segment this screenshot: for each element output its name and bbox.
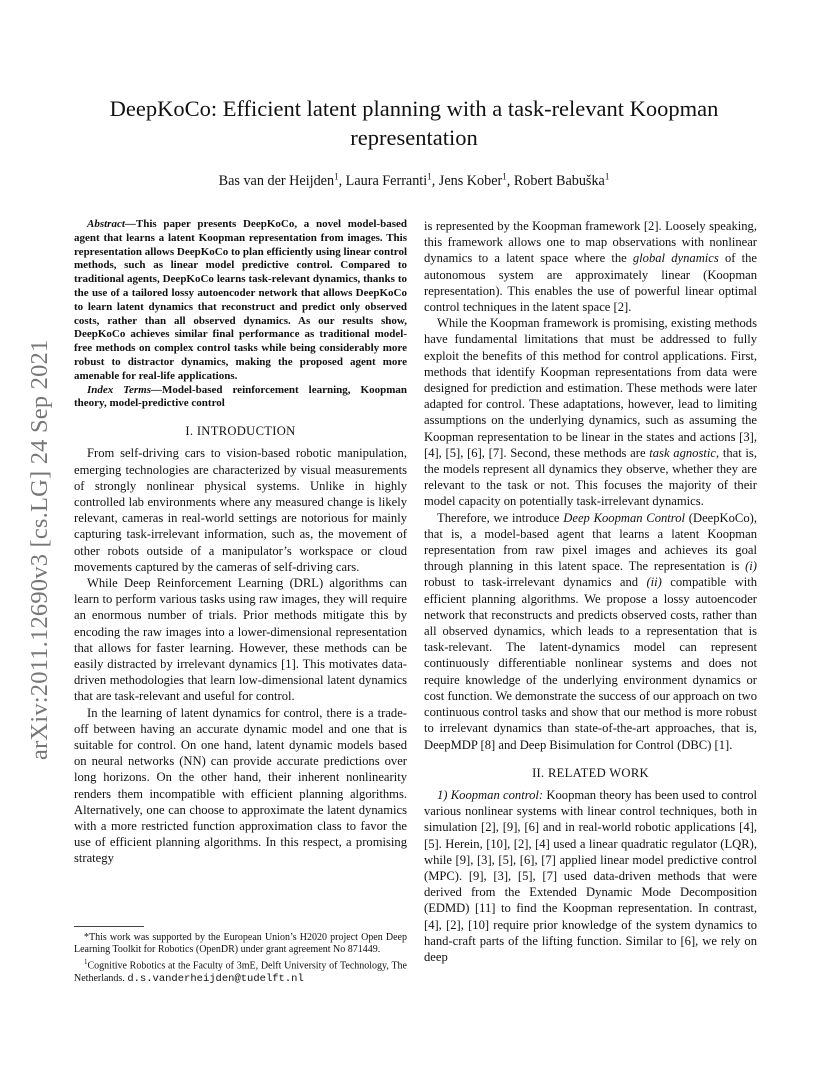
body-paragraph: From self-driving cars to vision-based robotic manipulation, emerging technologies are characterized by visual measurements of strongly nonlinear physical systems. Unlike in highly controlled lab environments where any measured change is likely relevant, cameras in real-world settings are notorious for mainly capturing task-irrelevant information, such as, the movement of other robots outside of a manipulator’s workspace or cloud movements captured by the cameras of self-driving cars. [74, 446, 407, 574]
arxiv-identifier: arXiv:2011.12690v3 [cs.LG] 24 Sep 2021 [26, 339, 53, 760]
text-run: robust to task-irrelevant dynamics and [424, 575, 647, 590]
body-paragraph [424, 787, 757, 965]
footnote-affiliation-text: Cognitive Robotics at the Faculty of 3mE, Delft University of Technology, The Netherlands. [74, 960, 407, 984]
section-heading-introduction: I. INTRODUCTION [185, 424, 296, 439]
author-name: Laura Ferranti [345, 173, 428, 189]
text-run: (DeepKoCo), that is, a model-based agent that learns a latent Koopman representation from raw pixel images and achieves its goal through planning in this latent space. The representation is [424, 510, 757, 574]
left-column [74, 218, 407, 867]
footnote-affiliation [74, 956, 407, 985]
subsection-label: 1) Koopman control: [437, 787, 544, 802]
body-paragraph: In the learning of latent dynamics for control, there is a trade-off between having an accurate dynamic model and one that is suitable for control. On one hand, latent dynamic models based on neural networks (NN) can provide accurate predictions over long horizons. On the other hand, their inherent nonlinearity renders them incompatible with efficient planning algorithms. Alternatively, one can choose to approximate the latent dynamics with a more restricted function approximation class to favor the use of efficient planning algorithms. In this respect, a promising strategy [74, 705, 407, 866]
footnote-divider [74, 926, 144, 927]
text-run: compatible with efficient planning algorithms. We propose a lossy autoencoder network that reconstructs and predicts observed costs, rather than all observed dynamics, which leads to a representation that is task-relevant. The latent-dynamics model can represent continuously differentiable nonlinear systems and does not require knowledge of the underlying environment dynamics or cost function. We demonstrate the success of our approach on two continuous control tasks and show that our method is more robust to irrelevant dynamics than state-of-the-art approaches, that is, DeepMDP [8] and Deep Bisimulation for Control (DBC) [1]. [424, 575, 758, 752]
right-column [424, 218, 757, 965]
abstract-text: This paper presents DeepKoCo, a novel model-based agent that learns a latent Koopman representation from images. This representation allows DeepKoCo to plan efficiently using linear control methods, such as linear model predictive control. Compared to traditional agents, DeepKoCo learns task-relevant dynamics, thanks to the use of a tailored lossy autoencoder network that allows DeepKoCo to learn latent dynamics that reconstruct and predict only observed costs, rather than all observed dynamics. As our results show, DeepKoCo achieves similar final performance as traditional model-free methods on complex control tasks while being considerably more robust to distractor dynamics, making the proposed agent more amenable for real-life applications. [74, 218, 407, 382]
text-run: Koopman theory has been used to control various nonlinear systems with linear control techniques, both in simulation [2], [9], [6] and in real-world robotic applications [4], [5]. Herein, [10], [2], [4] used a linear quadratic regulator (LQR), while [9], [3], [5], [6], [7] applied linear model predictive control (MPC). [9], [3], [5], [7] used data-driven methods that were derived from the Extended Dynamic Mode Decomposition (EDMD) [11] to find the Koopman representation. In contrast, [4], [2], [10] require prior knowledge of the system dynamics to hand-craft parts of the lifting function. Similar to [6], we rely on deep [424, 787, 757, 964]
text-run: is represented by the Koopman framework [2]. Loosely speaking, this framework allows one to map observations with nonlinear dynamics to a latent space where the [424, 219, 757, 266]
text-run: , that is, the models represent all dynamics they observe, whether they are relevant to the task or not. This focuses the majority of their model capacity on potentially task-irrelevant dynamics. [424, 445, 757, 509]
index-terms-text: Model-based reinforcement learning, Koopman theory, model-predictive control [74, 383, 407, 410]
author-affiliation-mark: 1 [427, 171, 432, 182]
section-heading-related-work: II. RELATED WORK [532, 765, 649, 780]
author-name: Jens Kober [438, 173, 503, 189]
emphasis-text: (i) [745, 559, 757, 574]
index-terms [74, 384, 407, 412]
text-run: While the Koopman framework is promising, existing methods have fundamental limitations that must be addressed to fully exploit the benefits of this method for control applications. First, methods that identify Koopman representations from data were designed for prediction and estimation. These methods were later adapted for control. These adaptations, however, lead to limiting assumptions on the underlying dynamics, such as assuming the Koopman representation to be linear in the states and actions [3], [4], [5], [6], [7]. Second, these methods are [424, 316, 757, 460]
author-name: Bas van der Heijden [218, 173, 335, 189]
author-name: Robert Babuška [513, 173, 605, 189]
emphasis-text: Deep Koopman Control [563, 510, 686, 525]
emphasis-text: (ii) [646, 575, 662, 590]
index-terms-label: Index Terms— [87, 383, 162, 396]
footnotes [74, 932, 407, 985]
body-paragraph: While Deep Reinforcement Learning (DRL) algorithms can learn to perform various tasks using raw images, they will require an enormous number of trials. Prior methods mitigate this by encoding the raw images into a lower-dimensional representation that allows for faster learning. However, these methods can be easily distracted by irrelevant dynamics [1]. This motivates data-driven methodologies that learn low-dimensional latent dynamics that are task-relevant and useful for control. [74, 575, 407, 704]
footnote-mark: 1 [84, 958, 88, 967]
author-email-link[interactable]: d.s.vanderheijden@tudelft.nl [127, 972, 304, 985]
abstract-label: Abstract— [87, 218, 136, 230]
paper-title: DeepKoCo: Efficient latent planning with a task-relevant Koopman representation [109, 96, 719, 150]
author-list: Bas van der Heijden$^1$, Laura Ferranti$^1$, Jens Kober$^1$, Robert Babuška$^1$ [218, 171, 610, 189]
author-affiliation-mark: 1 [334, 171, 339, 182]
body-paragraph [424, 510, 757, 753]
text-run: Therefore, we introduce [437, 510, 564, 525]
body-paragraph [424, 315, 757, 509]
emphasis-text: task agnostic [649, 445, 716, 460]
text-run: of the autonomous system are approximately linear (Koopman representation). This enables the use of powerful linear optimal control techniques in the latent space [2]. [424, 251, 757, 315]
author-affiliation-mark: 1 [502, 171, 507, 182]
footnote-funding: *This work was supported by the European Union’s H2020 project Open Deep Learning Toolkit for Robotics (OpenDR) under grant agreement No 871449. [74, 932, 407, 956]
author-affiliation-mark: 1 [604, 171, 610, 182]
abstract [74, 218, 407, 384]
body-paragraph [424, 218, 757, 315]
emphasis-text: global dynamics [632, 251, 719, 266]
